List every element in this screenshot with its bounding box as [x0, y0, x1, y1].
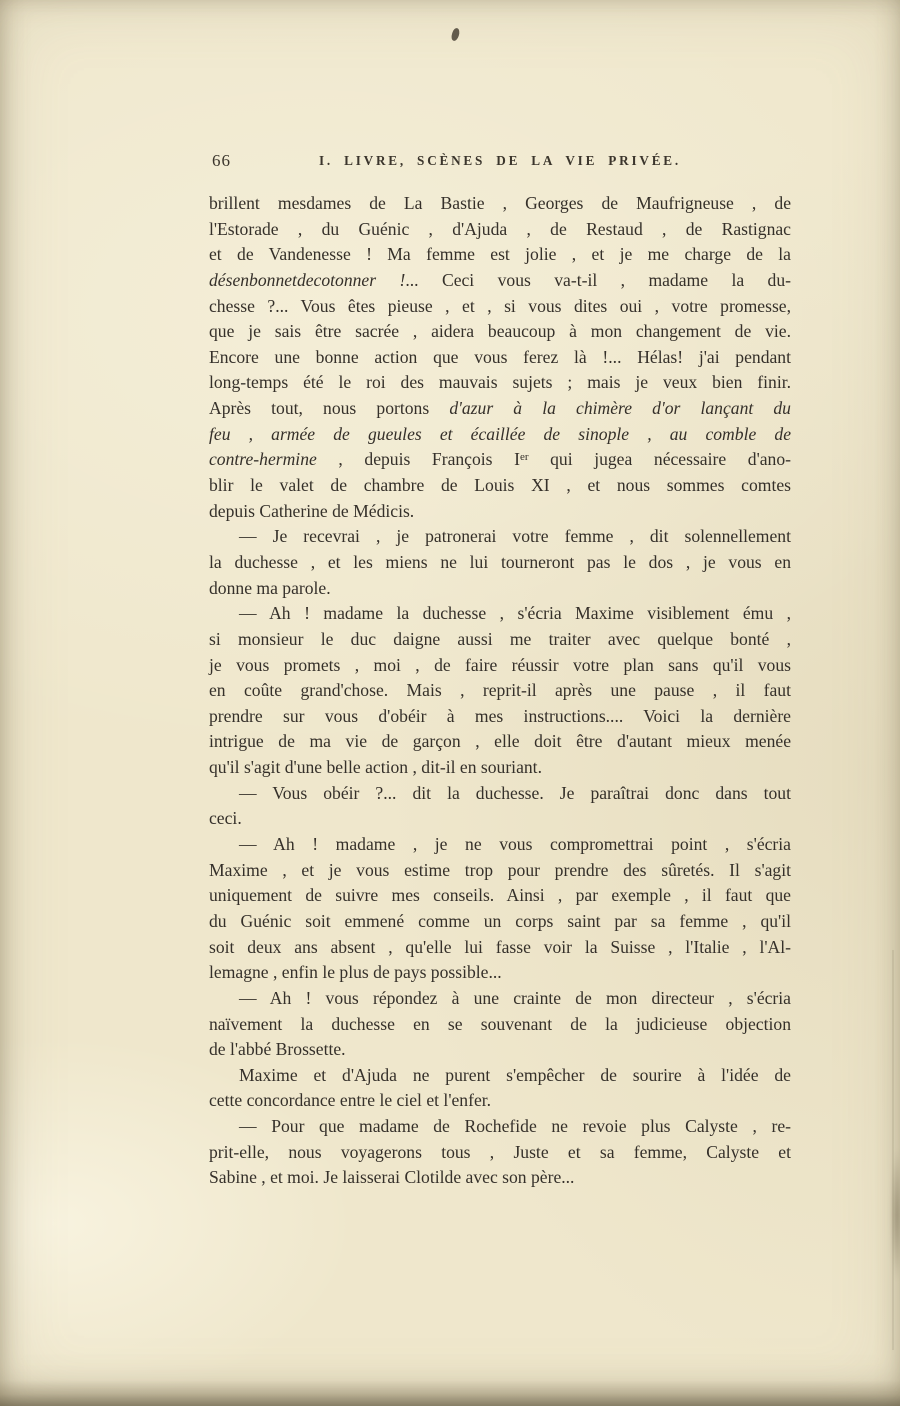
- text-line: feu , armée de gueules et écaillée de sinople , au comble de: [209, 423, 791, 444]
- text-line: la duchesse , et les miens ne lui tourneront pas le dos , je vous en: [209, 551, 791, 572]
- page-bottom-edge: [0, 1380, 900, 1406]
- text-line: et de Vandenesse ! Ma femme est jolie , et je me charge de la: [209, 244, 791, 265]
- text-line: Sabine , et moi. Je laisserai Clotilde avec son père...: [209, 1167, 575, 1188]
- text-line: — Ah ! madame , je ne vous compromettrai point , s'écria: [239, 834, 791, 855]
- edge-smudge: [891, 1150, 900, 1280]
- text-line: — Vous obéir ?... dit la duchesse. Je paraîtrai donc dans tout: [239, 782, 791, 803]
- text-line: cette concordance entre le ciel et l'enfer.: [209, 1090, 492, 1111]
- text-line: naïvement la duchesse en se souvenant de la judicieuse objection: [209, 1013, 791, 1034]
- text-line: uniquement de suivre mes conseils. Ainsi , par exemple , il faut que: [209, 885, 791, 906]
- text-line: — Ah ! madame la duchesse , s'écria Maxime visiblement ému ,: [239, 603, 791, 624]
- text-line: je vous promets , moi , de faire réussir votre plan sans qu'il vous: [209, 654, 791, 675]
- text-line: Maxime , et je vous estime trop pour prendre des sûretés. Il s'agit: [209, 859, 791, 880]
- text-line: de l'abbé Brossette.: [209, 1039, 346, 1060]
- text-line: — Je recevrai , je patronerai votre femme , dit solennellement: [239, 526, 791, 547]
- text-line: Encore une bonne action que vous ferez là !... Hélas! j'ai pendant: [209, 346, 791, 367]
- text-line: donne ma parole.: [209, 577, 331, 598]
- text-line: long-temps été le roi des mauvais sujets ; mais je veux bien finir.: [209, 372, 791, 393]
- text-line: si monsieur le duc daigne aussi me traiter avec quelque bonté ,: [209, 628, 791, 649]
- text-line: prit-elle, nous voyagerons tous , Juste et sa femme, Calyste et: [209, 1141, 791, 1162]
- page-number: 66: [212, 151, 231, 170]
- text-line: intrigue de ma vie de garçon , elle doit être d'autant mieux menée: [209, 731, 791, 752]
- text-line: blir le valet de chambre de Louis XI , et nous sommes comtes: [209, 475, 791, 496]
- text-line: désenbonnetdecotonner !... Ceci vous va-t-il , madame la du-: [209, 269, 791, 290]
- text-line: du Guénic soit emmené comme un corps saint par sa femme , qu'il: [209, 910, 791, 931]
- text-line: que je sais être sacrée , aidera beaucoup à mon changement de vie.: [209, 321, 791, 342]
- running-title: I. LIVRE, SCÈNES DE LA VIE PRIVÉE.: [318, 153, 682, 168]
- text-line: en coûte grand'chose. Mais , reprit-il après une pause , il faut: [209, 680, 791, 701]
- page-header: [209, 152, 791, 170]
- text-line: prendre sur vous d'obéir à mes instructions.... Voici la dernière: [209, 705, 791, 726]
- text-line: Après tout, nous portons d'azur à la chimère d'or lançant du: [209, 398, 791, 419]
- text-line: lemagne , enfin le plus de pays possible...: [209, 962, 502, 983]
- text-line: — Pour que madame de Rochefide ne revoie plus Calyste , re-: [239, 1116, 791, 1137]
- text-line: ceci.: [209, 808, 242, 829]
- text-block: [209, 191, 791, 1191]
- text-line: l'Estorade , du Guénic , d'Ajuda , de Restaud , de Rastignac: [209, 218, 791, 239]
- text-line: soit deux ans absent , qu'elle lui fasse voir la Suisse , l'Italie , l'Al-: [209, 936, 791, 957]
- text-line: depuis Catherine de Médicis.: [209, 500, 415, 521]
- text-line: qu'il s'agit d'une belle action , dit-il en souriant.: [209, 757, 542, 778]
- ink-speck: [450, 27, 461, 42]
- text-line: brillent mesdames de La Bastie , Georges de Maufrigneuse , de: [209, 193, 791, 213]
- text-line: chesse ?... Vous êtes pieuse , et , si vous dites oui , votre promesse,: [209, 295, 791, 316]
- text-line: — Ah ! vous répondez à une crainte de mon directeur , s'écria: [239, 987, 791, 1008]
- text-line: contre-hermine , depuis François Ier qui jugea nécessaire d'ano-: [209, 449, 791, 470]
- text-line: Maxime et d'Ajuda ne purent s'empêcher de sourire à l'idée de: [239, 1064, 791, 1085]
